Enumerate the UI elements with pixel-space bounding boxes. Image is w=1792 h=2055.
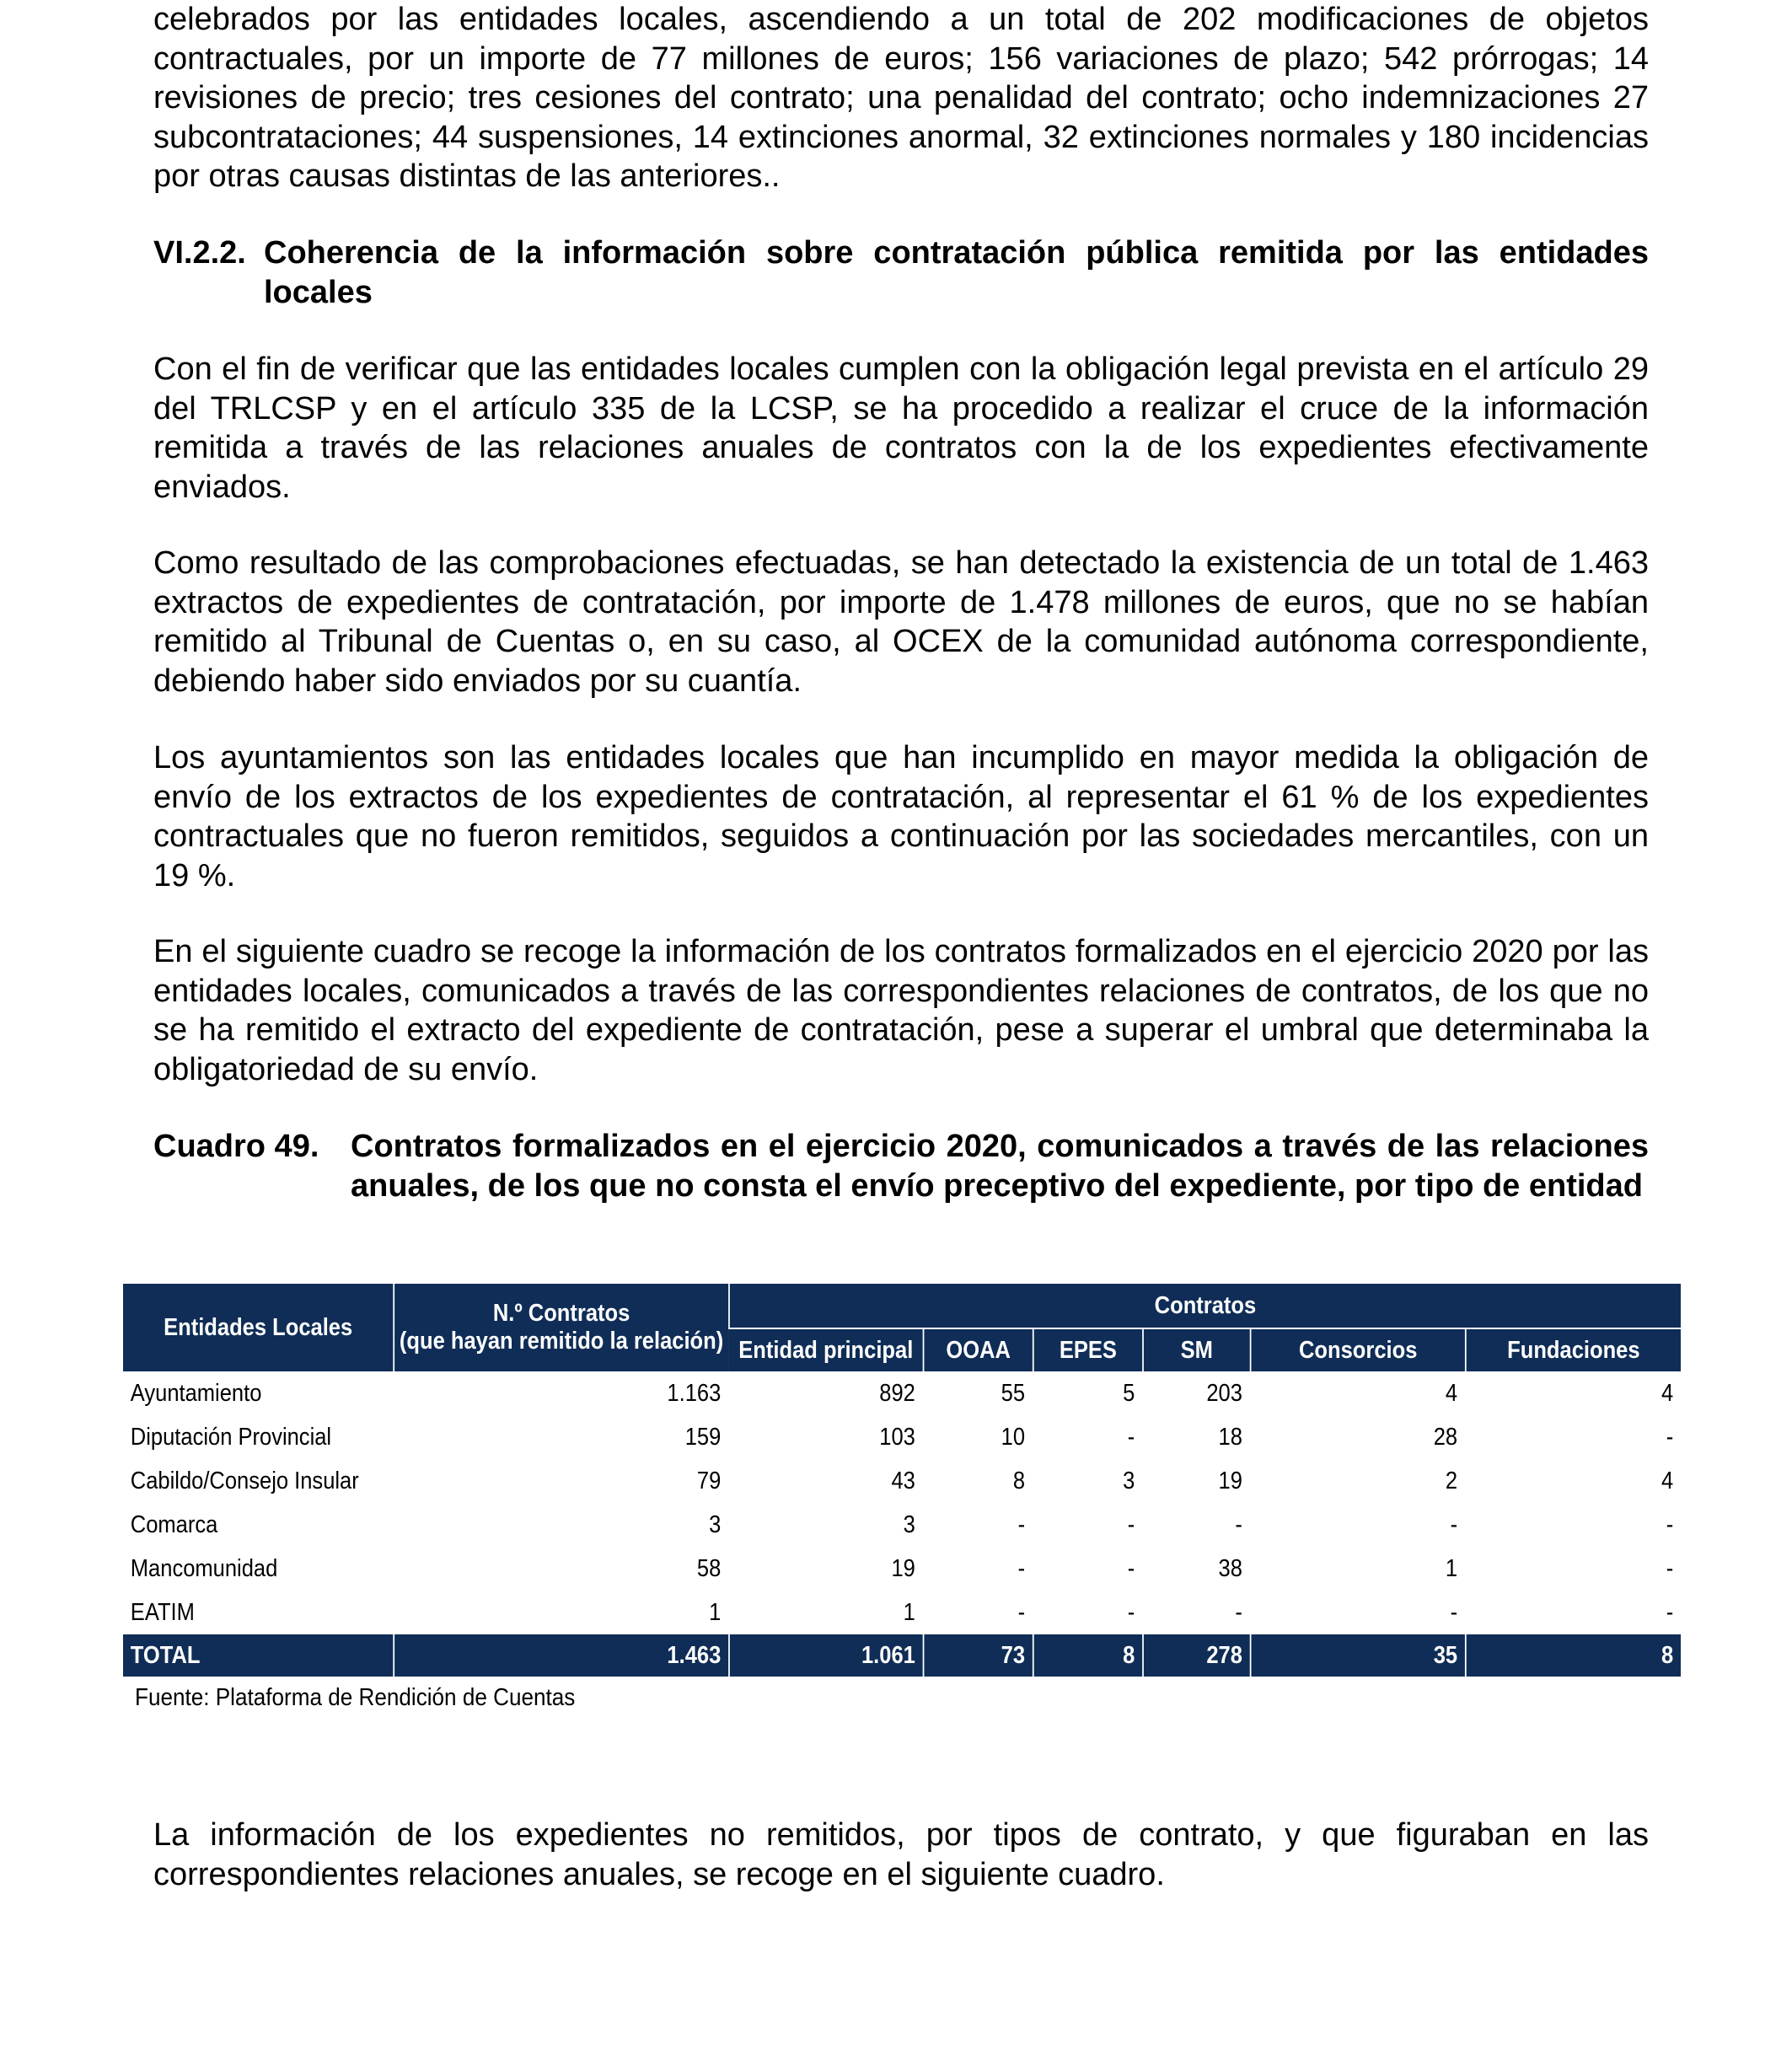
cell-epes: 3	[1033, 1459, 1143, 1503]
cell-ooaa: 55	[924, 1371, 1033, 1415]
cell-ncontratos: 1	[394, 1591, 729, 1634]
row-label: Ayuntamiento	[130, 1379, 262, 1407]
col-group-contratos: Contratos	[729, 1284, 1681, 1328]
col-header-epes: EPES	[1033, 1328, 1143, 1371]
col-header-consorcios: Consorcios	[1251, 1328, 1466, 1371]
cell-consorcios: 4	[1251, 1371, 1466, 1415]
paragraph-cuadro-intro: En el siguiente cuadro se recoge la información de los contratos formalizados en el ejercicio 2020 por las entidades locales, comunicados a través de las correspondientes relaciones de contratos, de los que no se ha remitido el extracto del expediente de contratación, pese a superar el umbral que determinaba la obligatoriedad de su envío.	[153, 934, 1649, 1087]
section-heading	[153, 233, 1649, 312]
cell-consorcios: 28	[1251, 1415, 1466, 1459]
total-sm: 278	[1143, 1634, 1251, 1677]
cell-fundaciones: 4	[1466, 1371, 1681, 1415]
cell-ncontratos: 1.163	[394, 1371, 729, 1415]
section-title: Coherencia de la información sobre contratación pública remitida por las entidades locales	[264, 235, 1649, 310]
cell-entidad-principal: 3	[729, 1503, 924, 1547]
cell-ncontratos: 58	[394, 1547, 729, 1591]
table-row	[123, 1547, 1681, 1591]
col-header-ooaa: OOAA	[924, 1328, 1033, 1371]
cell-ooaa: 8	[924, 1459, 1033, 1503]
cell-sm: 203	[1143, 1371, 1251, 1415]
table-source-note: Fuente: Plataforma de Rendición de Cuentas	[135, 1684, 576, 1711]
cell-epes: -	[1033, 1547, 1143, 1591]
paragraph-resultado: Como resultado de las comprobaciones efectuadas, se han detectado la existencia de un total de 1.463 extractos de expedientes de contratación, por importe de 1.478 millones de euros, que no se habían remitido al Tribunal de Cuentas o, en su caso, al OCEX de la comunidad autónoma correspondiente, debiendo haber sido enviados por su cuantía.	[153, 545, 1649, 699]
section-number: VI.2.2.	[153, 235, 246, 271]
col-header-entidad-principal: Entidad principal	[729, 1328, 924, 1371]
col-header-ncontratos-line2: (que hayan remitido la relación)	[399, 1328, 724, 1355]
row-label: Comarca	[130, 1510, 218, 1538]
paragraph-siguiente-cuadro: La información de los expedientes no remitidos, por tipos de contrato, y que figuraban en las correspondientes relaciones anuales, se recoge en el siguiente cuadro.	[153, 1817, 1649, 1892]
row-label: EATIM	[130, 1598, 195, 1626]
caption-title: Contratos formalizados en el ejercicio 2020, comunicados a través de las relaciones anuales, de los que no consta el envío preceptivo del expediente, por tipo de entidad	[351, 1129, 1649, 1204]
cell-ooaa: -	[924, 1591, 1033, 1634]
cell-ncontratos: 79	[394, 1459, 729, 1503]
cell-sm: -	[1143, 1503, 1251, 1547]
cell-entidad-principal: 19	[729, 1547, 924, 1591]
cell-epes: -	[1033, 1415, 1143, 1459]
cell-consorcios: -	[1251, 1503, 1466, 1547]
total-epes: 8	[1033, 1634, 1143, 1677]
table-row	[123, 1459, 1681, 1503]
paragraph-ayuntamientos: Los ayuntamientos son las entidades locales que han incumplido en mayor medida la obligación de envío de los extractos de los expedientes de contratación, al representar el 61 % de los expedientes contractuales que no fueron remitidos, seguidos a continuación por las sociedades mercantiles, con un 19 %.	[153, 740, 1649, 893]
cell-ooaa: -	[924, 1503, 1033, 1547]
cell-epes: 5	[1033, 1371, 1143, 1415]
cell-entidad-principal: 1	[729, 1591, 924, 1634]
cell-entidad-principal: 103	[729, 1415, 924, 1459]
table-row	[123, 1591, 1681, 1634]
paragraph-verificacion: Con el fin de verificar que las entidades locales cumplen con la obligación legal prevista en el artículo 29 del TRLCSP y en el artículo 335 de la LCSP, se ha procedido a realizar el cruce de la información remitida a través de las relaciones anuales de contratos con la de los expedientes efectivamente enviados.	[153, 351, 1649, 505]
cell-consorcios: -	[1251, 1591, 1466, 1634]
cell-fundaciones: -	[1466, 1503, 1681, 1547]
cell-ncontratos: 159	[394, 1415, 729, 1459]
cell-epes: -	[1033, 1503, 1143, 1547]
contratos-table	[123, 1284, 1681, 1677]
total-ooaa: 73	[924, 1634, 1033, 1677]
table-row	[123, 1415, 1681, 1459]
row-label: Diputación Provincial	[130, 1423, 332, 1451]
col-header-ncontratos	[394, 1284, 729, 1371]
table-row	[123, 1503, 1681, 1547]
cell-consorcios: 2	[1251, 1459, 1466, 1503]
total-label: TOTAL	[123, 1634, 394, 1677]
cell-fundaciones: 4	[1466, 1459, 1681, 1503]
cell-entidad-principal: 43	[729, 1459, 924, 1503]
cell-sm: 19	[1143, 1459, 1251, 1503]
table-caption	[153, 1127, 1649, 1205]
col-header-sm: SM	[1143, 1328, 1251, 1371]
cell-sm: 38	[1143, 1547, 1251, 1591]
caption-number: Cuadro 49.	[153, 1129, 319, 1164]
cell-sm: 18	[1143, 1415, 1251, 1459]
table-row	[123, 1371, 1681, 1415]
total-consorcios: 35	[1251, 1634, 1466, 1677]
cell-fundaciones: -	[1466, 1591, 1681, 1634]
paragraph-incidencias: celebrados por las entidades locales, ascendiendo a un total de 202 modificaciones de objetos contractuales, por un importe de 77 millones de euros; 156 variaciones de plazo; 542 prórrogas; 14 revisiones de precio; tres cesiones del contrato; una penalidad del contrato; ocho indemnizaciones 27 subcontrataciones; 44 suspensiones, 14 extinciones anormal, 32 extinciones normales y 180 incidencias por otras causas distintas de las anteriores..	[153, 2, 1649, 194]
cell-entidad-principal: 892	[729, 1371, 924, 1415]
row-label: Cabildo/Consejo Insular	[130, 1467, 359, 1494]
col-header-ncontratos-line1: N.º Contratos	[492, 1300, 630, 1327]
col-header-entidades: Entidades Locales	[123, 1284, 394, 1371]
total-ncontratos: 1.463	[394, 1634, 729, 1677]
total-entidad-principal: 1.061	[729, 1634, 924, 1677]
total-fundaciones: 8	[1466, 1634, 1681, 1677]
cell-fundaciones: -	[1466, 1415, 1681, 1459]
cell-ooaa: -	[924, 1547, 1033, 1591]
table-total-row	[123, 1634, 1681, 1677]
cell-ooaa: 10	[924, 1415, 1033, 1459]
cell-ncontratos: 3	[394, 1503, 729, 1547]
cell-consorcios: 1	[1251, 1547, 1466, 1591]
cell-epes: -	[1033, 1591, 1143, 1634]
cell-sm: -	[1143, 1591, 1251, 1634]
col-header-fundaciones: Fundaciones	[1466, 1328, 1681, 1371]
data-table-wrapper	[123, 1284, 1681, 1677]
cell-fundaciones: -	[1466, 1547, 1681, 1591]
row-label: Mancomunidad	[130, 1554, 278, 1582]
